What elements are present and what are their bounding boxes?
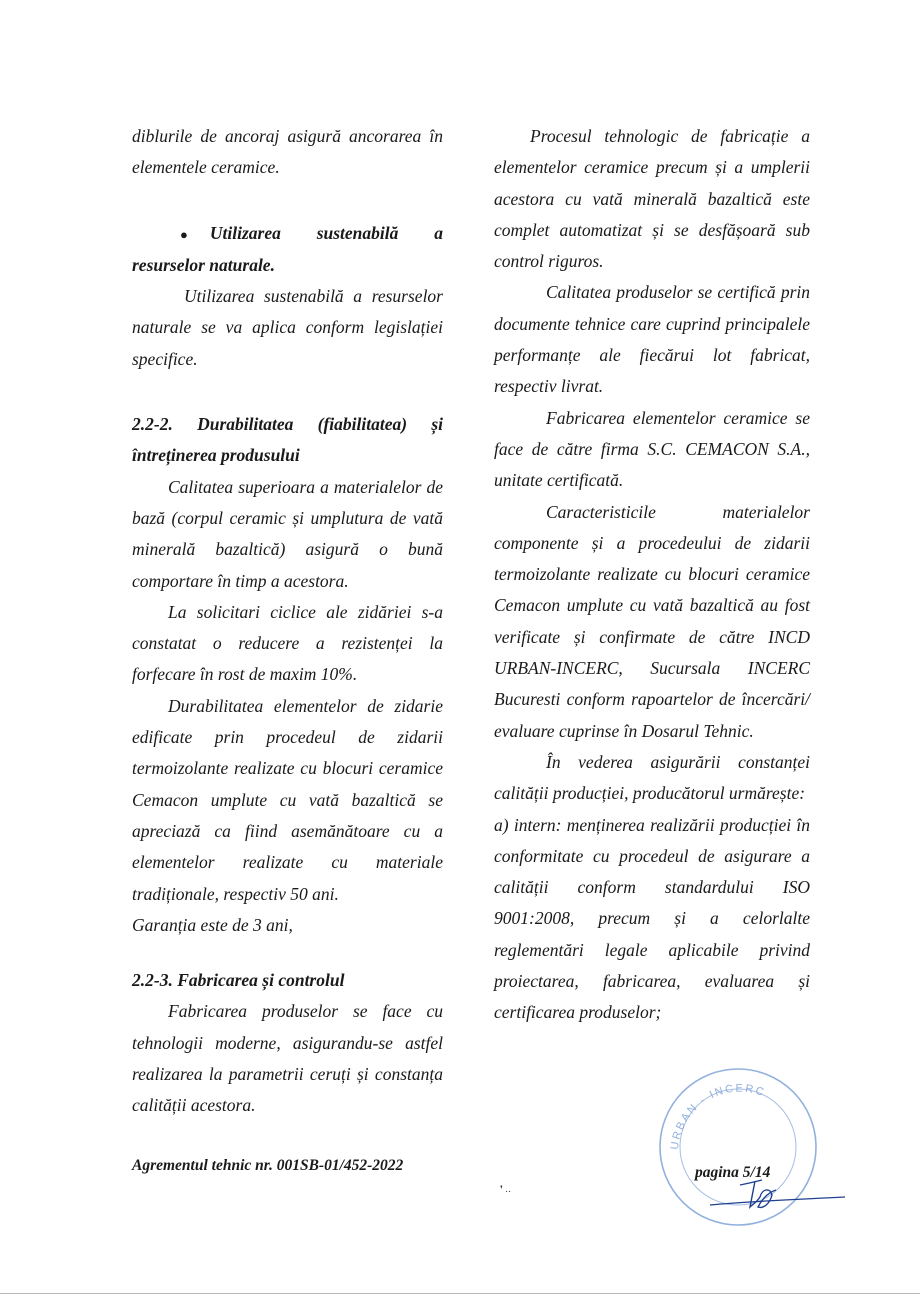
footer-page-number: pagina 5/14 <box>695 1164 771 1181</box>
paragraph-sustainable-use: Utilizarea sustenabilă a resurselor naturale se va aplica conform legislației specifice. <box>132 286 443 369</box>
paragraph-modern-technology: Fabricarea produselor se face cu tehnologii moderne, asigurandu-se astfel realizarea la parametrii ceruți și constanța calității acestora. <box>132 1001 443 1116</box>
paragraph-internal-control: a) intern: menținerea realizării producției în conformitate cu procedeul de asigurare a calității conform standardului ISO 9001:2008, precum și a celorlalte reglementări legale aplicabile privind proiectarea, fabricarea, evaluarea și certificarea produselor; <box>494 814 810 1023</box>
left-column <box>132 121 443 1122</box>
section-heading-manufacturing: 2.2-3. Fabricarea și controlul <box>132 970 345 991</box>
stamp-text: URBAN - INCERC <box>668 1082 768 1151</box>
svg-text:URBAN - INCERC <box>669 1083 767 1151</box>
footer-agrement-number: Agrementul tehnic nr. 001SB-01/452-2022 <box>132 1157 404 1174</box>
paragraph-technological-process: Procesul tehnologic de fabricație a elementelor ceramice precum și a umplerii acestora cu vată minerală bazaltică este complet automatizat și se desfășoară sub control riguros. <box>494 126 810 272</box>
paragraph-ancoraj: diblurile de ancoraj asigură ancorarea în elementele ceramice. <box>132 126 443 178</box>
stray-mark-icon: ❜ ‥ <box>500 1184 512 1194</box>
paragraph-product-certification: Calitatea produselor se certifică prin documente tehnice care cuprind principalele performanțe ale fiecărui lot fabricat, respectiv livrat. <box>494 282 810 397</box>
paragraph-characteristics: Caracteristicile materialelor componente și a procedeului de zidarii termoizolante realizate cu blocuri ceramice Cemacon umplute cu vată bazaltică au fost verificate și confirmate de către INCD URBAN-INCERC, Sucursala INCERC Bucuresti conform rapoartelor de încercări/ evaluare cuprinse în Dosarul Tehnic. <box>494 501 810 741</box>
paragraph-quality-constancy: În vederea asigurării constanței calității producției, producătorul urmărește: <box>494 751 810 804</box>
paragraph-durability-elements: Durabilitatea elementelor de zidarie edificate prin procedeul de zidarii termoizolante realizate cu blocuri ceramice Cemacon umplute cu vată bazaltică se apreciază ca fiind asemănătoare cu a elementelor realizate cu materiale tradiționale, respectiv 50 ani. <box>132 695 443 904</box>
right-column <box>494 121 810 1029</box>
bullet-heading-resources: ● Utilizarea sustenabilă a <box>132 218 443 282</box>
section-heading-durability-line2: întreținerea produsului <box>132 445 300 466</box>
paragraph-warranty: Garanția este de 3 ani, <box>132 914 293 935</box>
paragraph-manufacturer: Fabricarea elementelor ceramice se face de către firma S.C. CEMACON S.A., unitate certificată. <box>494 407 810 491</box>
bullet-heading-resources-line2: resurselor naturale. <box>132 254 275 275</box>
bullet-dot-icon: ● <box>180 226 188 242</box>
section-heading-durability: 2.2-2. Durabilitatea (fiabilitatea) și <box>132 414 444 435</box>
paragraph-cyclic-loads: La solicitari ciclice ale zidăriei s-a constatat o reducere a rezistenței la forfecare în rost de maxim 10%. <box>132 601 443 685</box>
paragraph-quality-materials: Calitatea superioara a materialelor de bază (corpul ceramic și umplutura de vată minerală bazaltică) asigură o bună comportare în timp a acestora. <box>132 476 443 591</box>
bottom-edge-line <box>0 1293 920 1294</box>
